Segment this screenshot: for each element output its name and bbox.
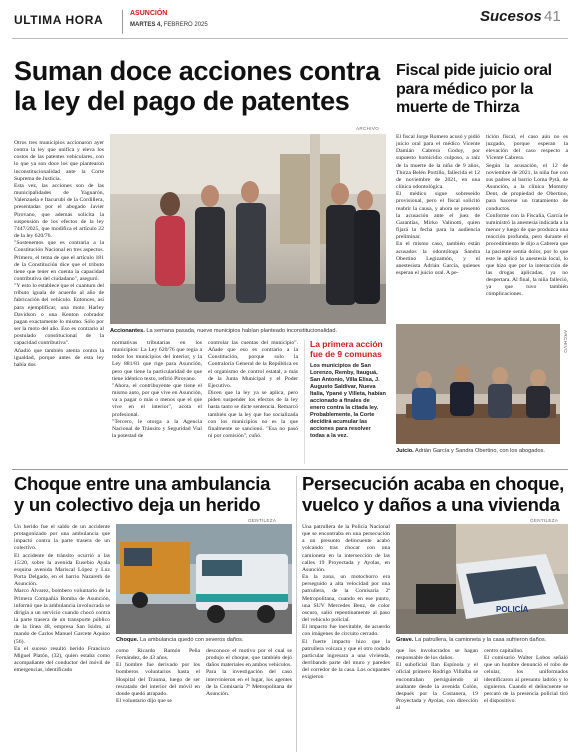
section-divider	[12, 469, 568, 470]
article2-photo-illustration	[396, 324, 560, 444]
article4-column-1: Una patrullera de la Policía Nacional que se encontraba en una persecución a un presunto delincuente acabó volcando tras chocar con una camioneta en la intersección de las calles 19 Proyectada y Ayolas, en Asunción. En la zona, un motochorro era perseguido a alta velocidad por una patrullera, de la Comisaría 2ª Metropolitana, cuando en ese punto, una SUV Mercedes Benz, de color oscuro, salió repentinamente al paso del vehículo policial. El impacto fue inevitable, de acuerdo con imágenes de circuito cerrado. El fuerte impacto hizo que la patrullera volcara y que el otro rodado particular ingresara a una vivienda, derribando parte del muro y paredes del corredor de la casa. Los ocupantes exigieron	[302, 524, 390, 681]
article2-photo	[396, 324, 560, 444]
article3-caption	[116, 637, 292, 644]
article3-photo-illustration	[116, 524, 292, 634]
svg-text:POLICÍA: POLICÍA	[496, 605, 529, 614]
article1-headline-line2: la ley del pago de patentes	[14, 86, 350, 116]
article2-headline: Fiscal pide juicio oral para médico por la muerte de Thirza	[396, 62, 552, 116]
article3-caption-text: La ambulancia quedó con severos daños.	[139, 637, 244, 643]
page-number: 41	[544, 8, 561, 25]
article4-photo	[396, 524, 568, 634]
column-divider	[296, 476, 297, 752]
article4-column-3: centro capitalino. El comisario Walter Lobos señaló que un hombre denunció el robo de celular, los uniformados identificaron al presunto ladrón y lo siguieron. Cuando el delincuente se percató de la presencia policial tiró el dispositivo.	[484, 648, 568, 705]
sidebar-text: Los municipios de San Lorenzo, Remby, Itauguá, San Antonio, Villa Elisa, J. Augusto Saldívar, Nueva Italia, Ypané y Villeta, habían accionado a finales de enero contra la citada ley. Probablemente, la Corte decidirá acumular las acciones para resolver todas a la vez.	[310, 363, 386, 439]
article3-headline-line2: y un colectivo deja un herido	[14, 493, 261, 515]
article2-caption	[396, 448, 568, 455]
article3-column-1: Un herido fue el saldo de un accidente protagonizado por una ambulancia que impactó contra la parte trasera de un colectivo. El accidente de tránsito ocurrió a las 15:20, sobre la avenida Eusebio Ayala esquina avenida Mariscal López y Luz Porta Delgado, en el barrio Nazareth de Asunción. Marco Álvarez, bombero voluntario de la Primera Compañía Bomba de Asunción, informó que la ambulancia involucrada se dirigía a un servicio cuando chocó contra la parte trasera de un transporte público de la línea 48, empresa San Isidro, al mando de Carlos Manuel Garcete Aquino (56). En el suceso resultó herido Francisco Miguel Platón, (32), quien estaba como acompañante del conductor del móvil de emergencias, identificado	[14, 524, 110, 674]
section-label: ULTIMA HORA	[14, 13, 104, 27]
section-name: Sucesos	[480, 8, 542, 25]
article2-caption-text: Adrián García y Sandra Obertino, con los abogados.	[414, 448, 545, 454]
article1-headline-line1: Suman doce acciones contra	[14, 56, 380, 86]
article2-column-1: El fiscal Jorge Romero acusó y pidió juicio oral para el médico Vicente Damián Cabrera Godoy, por supuesto homicidio culposo, a raíz de la muerte de la niña de 9 años, Thirza Belén Portillo, fallecida el 12 de noviembre de 2021, en una clínica odontológica. El médico sigue sobreseído provisional, pero el fiscal solicitó reabrir la causa, y ahora se presentó la acusación ante el juez de Garantías, Mirko Valinotti, quien fijará la fecha para la audiencia preliminar. En el mismo caso, también están acusados la odontóloga Sandra Obertino Legizamón, y el anestesista Adrián García, quienes esperan el juicio oral. A pe-	[396, 134, 480, 276]
article4-caption	[396, 637, 568, 644]
article4-photo-illustration	[396, 524, 568, 634]
brand-name: ASUNCIÓN	[130, 10, 168, 17]
header-date	[130, 22, 208, 28]
article1-column-3: controlar las cuentas del municipio". Añade que eso es contrario a la Constitución, porque solo la Contraloría General de la República es el organismo de control estatal, a más de la Junta Municipal y el Poder Ejecutivo. Dicen que la ley ya se aplica, pero piden suspender los efectos de la ley hasta tanto se dicte sentencia. Remarcó también que la ley que fue socializada con los municipios no es la que finalmente se sancionó. "Esa no pasó ni por comisión", cuñó.	[208, 340, 298, 440]
article4-caption-label: Grave.	[396, 637, 414, 643]
article4-headline-line1: Persecución acaba en choque,	[302, 473, 565, 494]
article4-photo-credit: GENTILEZA	[530, 518, 559, 523]
date-rest: FEBRERO 2025	[163, 22, 208, 28]
article3-column-3: desconoce el motivo por el cual se produjo el choque, que también dejó daños materiales en ambos vehículos. Para la investigación del caso intervinieron en el lugar, los agentes de la Comisaría 7ª Metropolitana de Asunción.	[206, 648, 292, 697]
article4-headline-line2: vuelco y daños a una vivienda	[302, 493, 560, 515]
page-header	[0, 0, 580, 40]
article1-caption-text: La semana pasada, nueve municipios habían planteado inconstitucionalidad.	[146, 328, 338, 334]
article1-caption-label: Accionantes.	[110, 328, 145, 334]
article1-sidebar	[304, 340, 386, 464]
article1-caption	[110, 328, 390, 335]
article1-column-1: Otros tres municipios accionaron ayer contra la ley que unifica y eleva los costos de las patentes vehiculares, con lo que ya son doce los que plantearon inconstitucionalidad ante la Corte Suprema de Justicia. Esta vez, las acciones son de las municipalidades de Yaguarón, Valenzuela e Itacurubí de la Cordillera, presentadas por el abogado Javier Pirovano, que además solicita la suspensión de los efectos de la ley 7447/2025, que modifica el artículo 22 de la ley 620/76. "Sostenemos que es contraria a la Constitución Nacional en tres aspectos. Primero, el tema de que el artículo 181 de la Constitución dice que el tributo tiene que tener en cuenta la capacidad contributiva del ciudadano", aseguró. "Y esto lo establece que el cuantum del tributo iguala de acuerdo al año de fabricación del vehículo. Entonces, así para ejemplificar, una moto Harley Davidson o una Kenton cobrador pagan exactamente lo mismo. Sólo por ser la moto del año. Eso es contrario al postulado constitucional de la capacidad contributiva". Añadió que también atenta contra la igualdad, porque antes de esta ley había dos	[14, 140, 104, 368]
article1-column-2: normativas tributarias en los municipios: La Ley 620/76 que regía a todos los municipios del interior, y la Ley 881/81 que rige para Asunción, pero que tiene la particularidad de que tiene idéntico texto, refirió Pirovano. "Ahora, el contribuyente que tiene el mismo auto, por que vive en Asunción, va a pagar o más o menos que el que vive en el interior", acota el profesional. "Tercero, le otorga a la Agencia Nacional de Tránsito y Seguridad Vial la potestad de	[112, 340, 202, 440]
article1-photo-illustration	[110, 134, 386, 324]
article3-column-2: como Ricardo Ramón Peña Fernández, de 43 años. El hombre fue derivado por los bomberos voluntarios hasta el Hospital del Trauma, luego de ser rescatado del interior del móvil en donde quedó atrapado. El voluntario dijo que se	[116, 648, 200, 705]
article3-caption-label: Choque.	[116, 637, 139, 643]
article1-photo-credit: ARCHIVO	[356, 126, 380, 131]
article2-column-2: tición fiscal, el caso aún no es juzgado, porque esperan la elevación del caso respecto a Vicente Cabrera. Según la acusación, el 12 de noviembre de 2021, la niña fue con sus padres al barrio Loma Pytã, de Asunción, a la clínica Mommy Dent, de propiedad de Obertino, para hacerse un tratamiento de conductos. Conforme con la Fiscalía, García le suministró la anestesia indicada a la menor y luego de que produzca una reacción profunda, pero durante el procedimiento le dijo a Cabrera que la paciente sentía dolor, por lo que este le aplicó la anestesia local, lo que hizo que por la interacción de las drogas aplicadas, ya no despertara. Al final, la niña falleció, ya que tuvo también complicaciones.	[486, 134, 568, 298]
article3-headline	[14, 474, 294, 515]
article3-photo	[116, 524, 292, 634]
article2-caption-label: Juicio.	[396, 448, 414, 454]
date-bold: MARTES 4,	[130, 22, 163, 28]
article4-column-2: que los involucrados se hagan responsable de los daños. El suboficial Ilan Espínola y el oficial primero Rodrigo Villalba se encontraban persiguiendo al asaltante desde la avenida Colón, después por la Costanera, 19 Proyectada y Ayolas, con dirección al	[396, 648, 478, 712]
article1-headline	[14, 56, 386, 116]
header-rule	[12, 38, 568, 39]
sidebar-title: La primera acción fue de 9 comunas	[310, 339, 383, 359]
article2-photo-credit: ARCHIVO	[563, 330, 568, 354]
header-divider	[122, 10, 123, 34]
article1-photo	[110, 134, 386, 324]
article4-headline	[302, 474, 572, 515]
article3-photo-credit: GENTILEZA	[248, 518, 277, 523]
article4-caption-text: La patrullera, la camioneta y la casa sufrieron daños.	[414, 637, 547, 643]
article3-headline-line1: Choque entre una ambulancia	[14, 473, 271, 494]
